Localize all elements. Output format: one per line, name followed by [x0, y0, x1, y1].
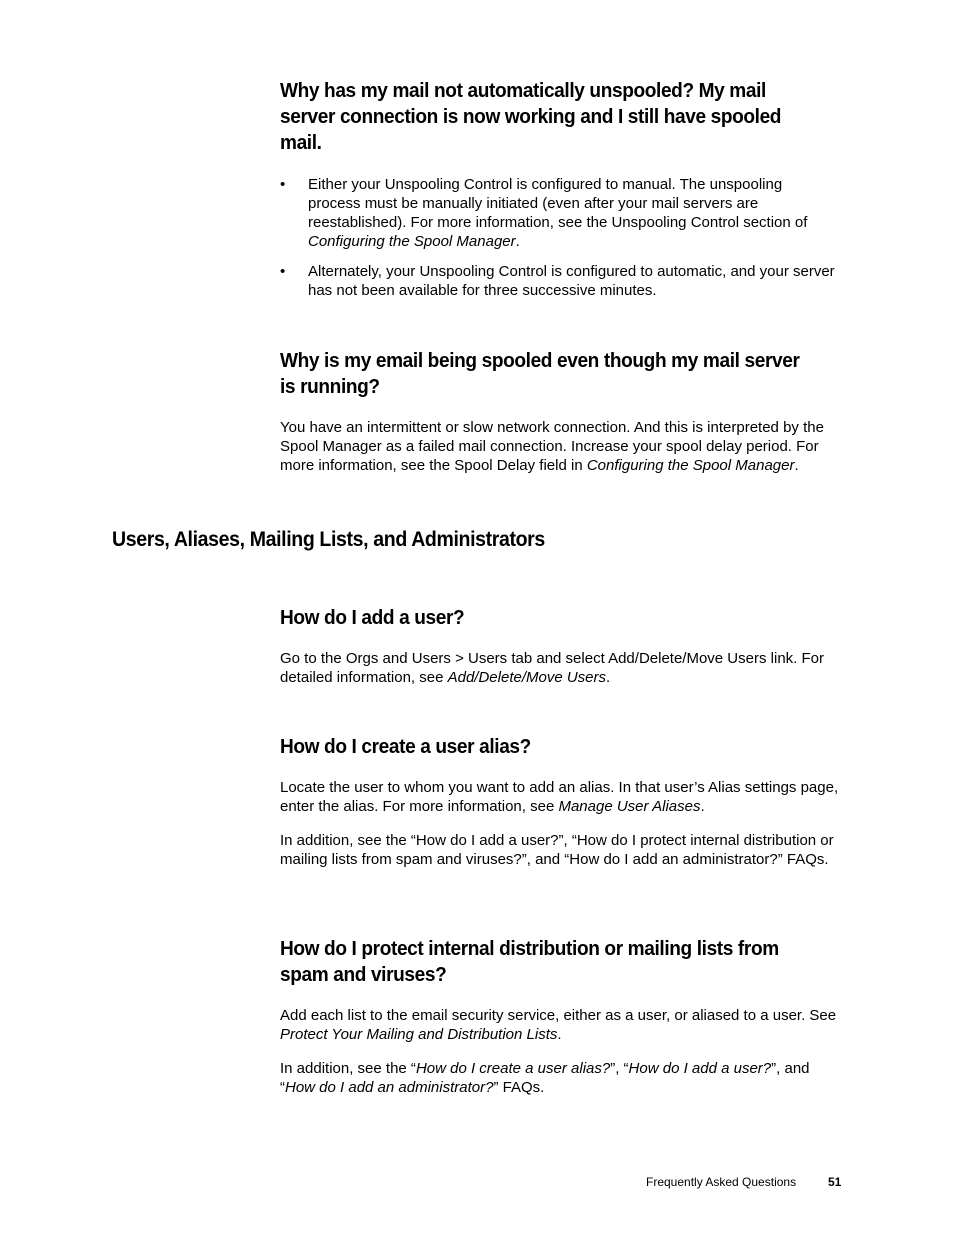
faq-reference: How do I create a user alias? — [415, 1060, 611, 1077]
faq-answer-protect-lists — [280, 1006, 845, 1044]
answer-text: ”, “ — [610, 1060, 629, 1077]
bullet-marker: • — [280, 176, 286, 193]
footer-label: Frequently Asked Questions — [646, 1175, 797, 1189]
section-title: Users, Aliases, Mailing Lists, and Administrators — [112, 528, 545, 551]
page-number: 51 — [828, 1175, 842, 1189]
punctuation: . — [557, 1026, 562, 1043]
answer-text: In addition, see the “ — [280, 1060, 416, 1077]
faq-heading-user-alias: How do I create a user alias? — [280, 735, 531, 758]
answer-text: ” FAQs. — [493, 1079, 545, 1096]
bullet-marker: • — [280, 263, 286, 280]
doc-reference: Manage User Aliases — [558, 798, 701, 815]
doc-reference: Configuring the Spool Manager — [308, 233, 516, 250]
answer-text: Locate the user to whom you want to add an alias. In that user’s Alias settings page, enter the alias. For more information, see — [280, 779, 839, 815]
faq-heading-spooled-running: Why is my email being spooled even though my mail server is running? — [280, 349, 800, 398]
answer-text: Go to the Orgs and Users > Users tab and select Add/Delete/Move Users link. For detailed information, see — [280, 650, 824, 686]
bullet-text: Either your Unspooling Control is configured to manual. The unspooling process must be manually initiated (even after your mail servers are reestablished). For more information, see the Unspooling Control section of — [308, 176, 808, 231]
answer-text: ”, and “ — [280, 1060, 810, 1096]
faq-answer-user-alias — [280, 778, 845, 816]
faq-reference: How do I add an administrator? — [285, 1079, 494, 1096]
faq-bullet-2: Alternately, your Unspooling Control is configured to automatic, and your server has not been available for three successive minutes. — [308, 263, 835, 299]
answer-text: Add each list to the email security service, either as a user, or aliased to a user. See — [280, 1007, 837, 1024]
answer-text: You have an intermittent or slow network connection. And this is interpreted by the Spool Manager as a failed mail connection. Increase your spool delay period. For more information, see the Spool Delay field in — [280, 419, 824, 474]
punctuation: . — [794, 457, 799, 474]
punctuation: . — [700, 798, 705, 815]
doc-reference: Add/Delete/Move Users — [447, 669, 607, 686]
faq-answer-protect-lists-see-also — [280, 1059, 845, 1097]
doc-reference: Protect Your Mailing and Distribution Lists — [280, 1026, 558, 1043]
faq-answer-add-user — [280, 649, 845, 687]
punctuation: . — [515, 233, 520, 250]
faq-heading-unspool: Why has my mail not automatically unspooled? My mail server connection is now working and I still have spooled mail. — [280, 79, 782, 154]
faq-answer-spooled-running — [280, 418, 845, 475]
faq-heading-add-user: How do I add a user? — [280, 606, 465, 629]
faq-reference: How do I add a user? — [628, 1060, 772, 1077]
doc-reference: Configuring the Spool Manager — [586, 457, 795, 474]
faq-answer-user-alias-see-also: In addition, see the “How do I add a user?”, “How do I protect internal distribution or mailing lists from spam and viruses?”, and “How do I add an administrator?” FAQs. — [280, 832, 834, 868]
faq-heading-protect-lists: How do I protect internal distribution or mailing lists from spam and viruses? — [280, 937, 779, 986]
faq-bullet-1 — [308, 175, 838, 251]
punctuation: . — [606, 669, 611, 686]
